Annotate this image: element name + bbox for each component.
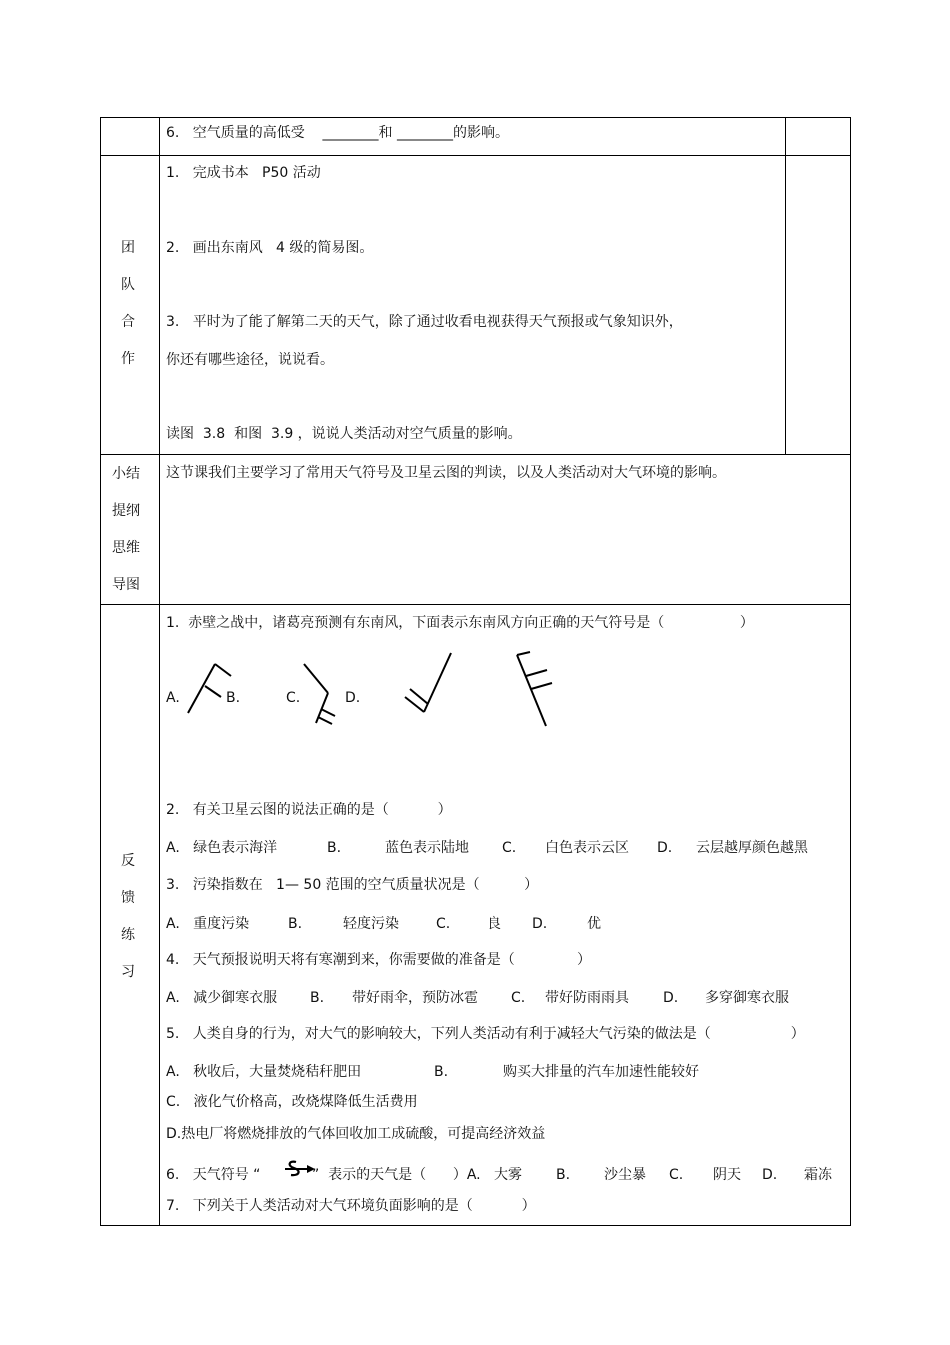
row2-label-char: 合 (121, 314, 135, 330)
row2-item-3a: 3. 平时为了能了解第二天的天气，除了通过收看电视获得天气预报或气象知识外， (166, 314, 683, 330)
q6-option-d-label: D. (762, 1167, 778, 1183)
q4-option-d-text: 多穿御寒衣服 (705, 990, 789, 1006)
question-6-suffix: ” 表示的天气是（ ）A. 大雾 (312, 1167, 522, 1183)
row2-item-2: 2. 画出东南风 4 级的简易图。 (166, 240, 374, 256)
q1-option-d-label: D. (345, 690, 361, 706)
q6-option-d-text: 霜冻 (804, 1167, 832, 1183)
q6-option-b-text: 沙尘暴 (604, 1167, 646, 1183)
row3-label-line: 提纲 (112, 503, 140, 519)
row2-item-1: 1. 完成书本 P50 活动 (166, 165, 321, 181)
row4-label-char: 馈 (121, 890, 135, 906)
table-row-divider (100, 604, 851, 605)
row1-question-6: 6. 空气质量的高低受 ________和 ________的影响。 (166, 125, 509, 141)
row2-label-char: 团 (121, 240, 135, 256)
q2-option-d-label: D. (657, 840, 673, 856)
q4-option-a: A. 减少御寒衣服 (166, 990, 278, 1006)
row3-label-line: 思维 (112, 540, 140, 556)
q1-option-a-label: A. (166, 690, 180, 706)
row3-label-line: 导图 (112, 577, 140, 593)
question-2: 2. 有关卫星云图的说法正确的是（ ） (166, 802, 452, 818)
q2-option-d-text: 云层越厚颜色越黑 (696, 840, 808, 856)
q1-option-c-label: C. (286, 690, 301, 706)
table-border-bottom (100, 1225, 851, 1226)
question-7: 7. 下列关于人类活动对大气环境负面影响的是（ ） (166, 1198, 536, 1214)
q4-option-b-label: B. (310, 990, 325, 1006)
row4-label-char: 练 (121, 927, 135, 943)
row2-item-4: 读图 3.8 和图 3.9 ，说说人类活动对空气质量的影响。 (166, 426, 522, 442)
table-col-divider (159, 117, 160, 1226)
q5-option-c: C. 液化气价格高，改烧煤降低生活费用 (166, 1094, 418, 1110)
q2-option-c-text: 白色表示云区 (545, 840, 629, 856)
q3-option-b-label: B. (288, 916, 303, 932)
q4-option-c-label: C. (511, 990, 526, 1006)
wind-symbol-b-icon (300, 662, 340, 728)
row3-label-line: 小结 (112, 466, 140, 482)
question-3: 3. 污染指数在 1— 50 范围的空气质量状况是（ ） (166, 877, 539, 893)
row4-label-char: 反 (121, 853, 135, 869)
table-row-divider (100, 454, 851, 455)
table-border-top (100, 117, 851, 118)
table-col-divider-right (785, 117, 786, 454)
q6-option-c-label: C. (669, 1167, 684, 1183)
q3-option-b-text: 轻度污染 (343, 916, 399, 932)
q2-option-b-text: 蓝色表示陆地 (385, 840, 469, 856)
question-4: 4. 天气预报说明天将有寒潮到来，你需要做的准备是（ ） (166, 952, 592, 968)
q4-option-c-text: 带好防雨雨具 (545, 990, 629, 1006)
q3-option-d-text: 优 (587, 916, 601, 932)
q5-option-b-label: B. (434, 1064, 449, 1080)
wind-symbol-c-icon (400, 650, 456, 716)
wind-symbol-d-icon (512, 650, 558, 730)
q6-option-b-label: B. (556, 1167, 571, 1183)
question-6-prefix: 6. 天气符号 “ (166, 1167, 261, 1183)
q2-option-c-label: C. (502, 840, 517, 856)
q4-option-d-label: D. (663, 990, 679, 1006)
question-1: 1. 赤壁之战中，诸葛亮预测有东南风，下面表示东南风方向正确的天气符号是（ ） (166, 615, 754, 631)
q3-option-c-label: C. (436, 916, 451, 932)
table-border-right (850, 117, 851, 1226)
row2-label-char: 队 (121, 277, 135, 293)
wind-symbol-a-icon (185, 660, 235, 720)
q3-option-c-text: 良 (487, 916, 501, 932)
table-row-divider (100, 155, 851, 156)
row3-summary-text: 这节课我们主要学习了常用天气符号及卫星云图的判读，以及人类活动对大气环境的影响。 (166, 465, 726, 481)
q1-option-b-label: B. (226, 690, 241, 706)
table-border-left (100, 117, 101, 1226)
q4-option-b-text: 带好雨伞，预防冰雹 (352, 990, 478, 1006)
q6-option-c-text: 阴天 (713, 1167, 741, 1183)
q3-option-a: A. 重度污染 (166, 916, 250, 932)
q3-option-d-label: D. (532, 916, 548, 932)
row2-item-3b: 你还有哪些途径，说说看。 (166, 352, 334, 368)
row4-label-char: 习 (121, 964, 135, 980)
q2-option-a: A. 绿色表示海洋 (166, 840, 278, 856)
q5-option-a: A. 秋收后，大量焚烧秸秆肥田 (166, 1064, 362, 1080)
q2-option-b-label: B. (327, 840, 342, 856)
q5-option-d: D.热电厂将燃烧排放的气体回收加工成硫酸，可提高经济效益 (166, 1126, 546, 1142)
question-5: 5. 人类自身的行为，对大气的影响较大，下列人类活动有利于减轻大气污染的做法是（ ） (166, 1026, 805, 1042)
q5-option-b-text: 购买大排量的汽车加速性能较好 (503, 1064, 699, 1080)
row2-label-char: 作 (121, 351, 135, 367)
